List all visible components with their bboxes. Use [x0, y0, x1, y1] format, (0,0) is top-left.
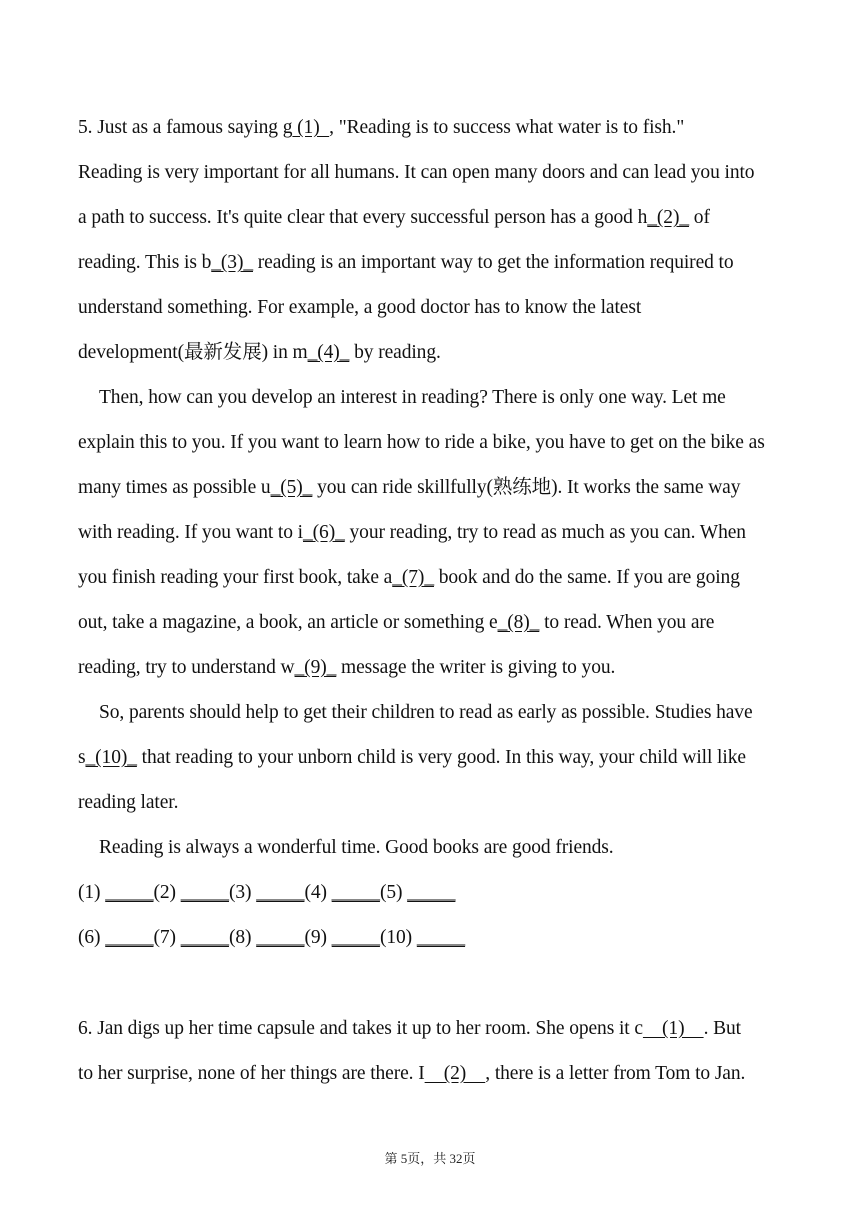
text-segment: reading, try to understand w: [78, 657, 295, 678]
text-segment: explain this to you. If you want to learn how to ride a bike, you have to get on the bike as: [78, 432, 765, 453]
text-segment: s: [78, 747, 86, 768]
answer-row: [78, 926, 784, 950]
text-line: [78, 791, 784, 815]
answer-blank[interactable]: _____: [331, 882, 380, 903]
blank-number: _(5)_: [270, 477, 313, 498]
answer-blank[interactable]: _____: [256, 882, 305, 903]
answer-label: (5): [379, 882, 408, 903]
answer-label: (10): [379, 927, 417, 948]
text-segment: 5. Just as a famous saying g: [78, 117, 293, 138]
text-line: [78, 611, 784, 635]
blank-number: _(9)_: [294, 657, 337, 678]
blank-number: (1): [642, 1018, 704, 1039]
text-line: [78, 116, 784, 140]
text-segment: to read. When you are: [539, 612, 715, 633]
text-line: [78, 1062, 784, 1086]
answer-blank[interactable]: _____: [180, 882, 229, 903]
answer-blank[interactable]: _____: [105, 927, 154, 948]
page-footer: 第 5页，共 32页: [384, 1151, 476, 1166]
blank-number: (2): [424, 1063, 486, 1084]
text-segment: by reading.: [349, 342, 441, 363]
text-segment: book and do the same. If you are going: [433, 567, 740, 588]
text-segment: 6. Jan digs up her time capsule and takes it up to her room. She opens it c: [78, 1018, 643, 1039]
text-line: [78, 251, 784, 275]
answer-label: (4): [304, 882, 332, 903]
text-segment: that reading to your unborn child is very good. In this way, your child will like: [136, 747, 746, 768]
text-segment: you can ride skillfully(熟练地). It works the same way: [312, 477, 741, 498]
blank-number: (1): [292, 117, 330, 138]
text-segment: Then, how can you develop an interest in reading? There is only one way. Let me: [99, 387, 726, 408]
text-segment: of: [689, 207, 710, 228]
blank-number: _(8)_: [497, 612, 540, 633]
text-segment: development(最新发展) in m: [78, 342, 308, 363]
text-segment: Reading is very important for all humans. It can open many doors and can lead you into: [78, 162, 755, 183]
text-line: [78, 341, 784, 365]
text-segment: reading is an important way to get the information required to: [253, 252, 734, 273]
answer-label: (9): [304, 927, 332, 948]
text-segment: your reading, try to read as much as you can. When: [344, 522, 746, 543]
answer-blank[interactable]: _____: [256, 927, 305, 948]
text-line: [99, 386, 784, 410]
text-segment: to her surprise, none of her things are there. I: [78, 1063, 425, 1084]
blank-number: _(7)_: [392, 567, 434, 588]
text-line: [78, 161, 784, 185]
text-line: [78, 566, 784, 590]
text-line: [78, 521, 784, 545]
text-segment: , "Reading is to success what water is to fish.": [329, 117, 685, 138]
text-segment: , there is a letter from Tom to Jan.: [485, 1063, 746, 1084]
answer-blank[interactable]: _____: [180, 927, 229, 948]
blank-number: _(4)_: [307, 342, 350, 363]
text-segment: many times as possible u: [78, 477, 271, 498]
text-line: [78, 1017, 784, 1041]
text-segment: reading later.: [78, 792, 179, 813]
answer-blank[interactable]: _____: [407, 882, 456, 903]
text-segment: . But: [703, 1018, 742, 1039]
answer-label: (8): [228, 927, 257, 948]
text-line: [99, 701, 784, 725]
blank-number: _(6)_: [303, 522, 345, 543]
text-segment: you finish reading your first book, take a: [78, 567, 393, 588]
blank-number: _(2)_: [647, 207, 690, 228]
text-line: [78, 746, 784, 770]
text-segment: So, parents should help to get their children to read as early as possible. Studies have: [99, 702, 753, 723]
text-segment: understand something. For example, a good doctor has to know the latest: [78, 297, 642, 318]
answer-row: [78, 881, 784, 905]
answer-label: (3): [228, 882, 257, 903]
blank-number: _(3)_: [211, 252, 253, 273]
text-line: [78, 431, 784, 455]
answer-label: (2): [153, 882, 181, 903]
answer-blank[interactable]: _____: [105, 882, 154, 903]
blank-number: _(10)_: [85, 747, 137, 768]
answer-blank[interactable]: _____: [331, 927, 380, 948]
text-line: [78, 206, 784, 230]
text-line: [99, 836, 784, 860]
text-segment: reading. This is b: [78, 252, 212, 273]
text-segment: message the writer is giving to you.: [336, 657, 616, 678]
text-line: [78, 656, 784, 680]
text-line: [78, 296, 784, 320]
answer-blank[interactable]: _____: [416, 927, 466, 948]
text-segment: out, take a magazine, a book, an article or something e: [78, 612, 498, 633]
text-segment: with reading. If you want to i: [78, 522, 303, 543]
text-segment: a path to success. It's quite clear that every successful person has a good h: [78, 207, 648, 228]
answer-label: (1): [78, 882, 106, 903]
answer-label: (6): [78, 927, 106, 948]
text-line: [78, 476, 784, 500]
answer-label: (7): [153, 927, 181, 948]
text-segment: Reading is always a wonderful time. Good books are good friends.: [99, 837, 614, 858]
